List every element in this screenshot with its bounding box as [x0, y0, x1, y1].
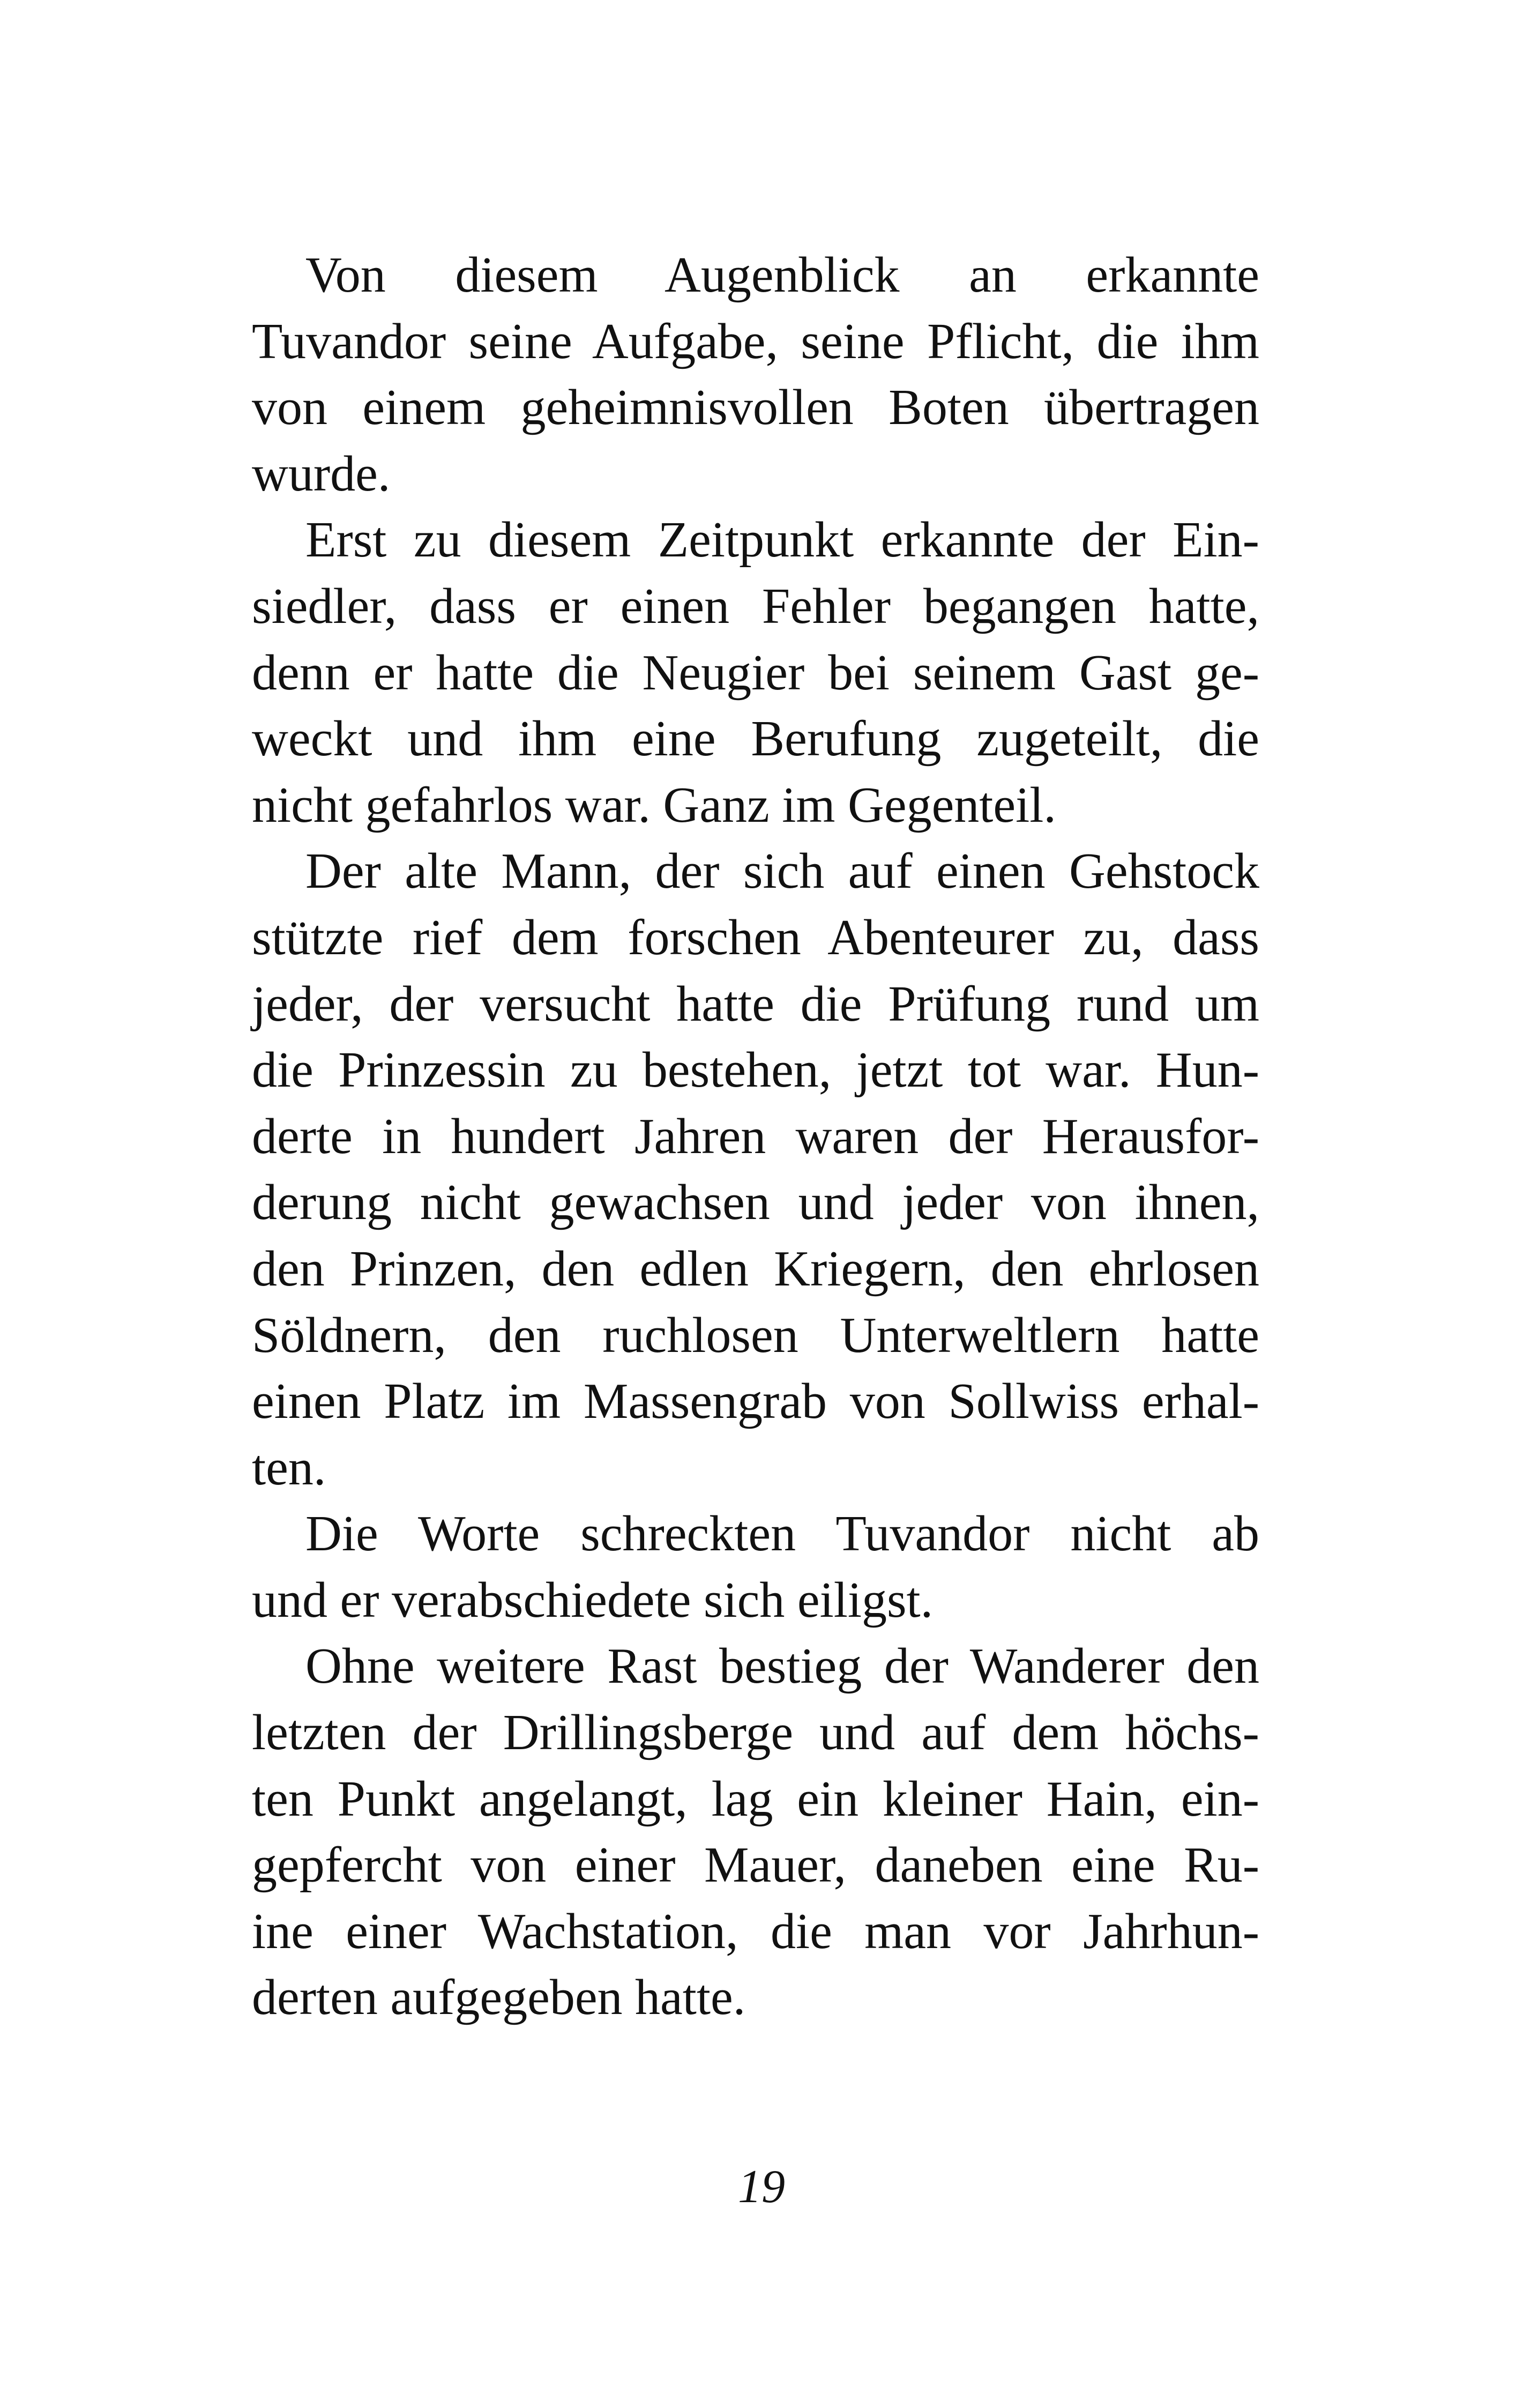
- text-line: denn er hatte die Neugier bei seinem Gast ge-: [252, 644, 1259, 701]
- text-line: derten aufgegeben hatte.: [252, 1969, 746, 2026]
- text-line: gepfercht von einer Mauer, daneben eine Ru-: [252, 1837, 1259, 1893]
- paragraph: [252, 507, 1259, 838]
- text-line: siedler, dass er einen Fehler begangen hatte,: [252, 578, 1259, 634]
- text-line: ine einer Wachstation, die man vor Jahrhun-: [252, 1903, 1259, 1959]
- text-line: von einem geheimnisvollen Boten übertragen: [252, 380, 1259, 436]
- paragraph: [252, 1633, 1259, 2031]
- text-line: Söldnern, den ruchlosen Unterweltlern hatte: [252, 1307, 1259, 1363]
- text-line: ten.: [252, 1439, 326, 1496]
- text-line: Erst zu diesem Zeitpunkt erkannte der Ein-: [305, 512, 1259, 568]
- text-line: letzten der Drillingsberge und auf dem höchs-: [252, 1705, 1259, 1761]
- text-line: Die Worte schreckten Tuvandor nicht ab: [305, 1506, 1259, 1562]
- page-number: 19: [738, 2161, 785, 2213]
- text-line: derung nicht gewachsen und jeder von ihnen,: [252, 1175, 1259, 1231]
- text-line: die Prinzessin zu bestehen, jetzt tot war. Hun-: [252, 1042, 1259, 1098]
- text-line: stützte rief dem forschen Abenteurer zu, dass: [252, 909, 1259, 965]
- paragraph: [252, 242, 1259, 507]
- text-line: nicht gefahrlos war. Ganz im Gegenteil.: [252, 777, 1056, 833]
- text-line: ten Punkt angelangt, lag ein kleiner Hain, ein-: [252, 1771, 1259, 1827]
- text-line: derte in hundert Jahren waren der Herausfor-: [252, 1108, 1259, 1164]
- paragraph: [252, 1501, 1259, 1633]
- text-line: den Prinzen, den edlen Kriegern, den ehrlosen: [252, 1240, 1259, 1297]
- text-line: weckt und ihm eine Berufung zugeteilt, die: [252, 711, 1259, 767]
- text-line: einen Platz im Massengrab von Sollwiss erhal-: [252, 1373, 1259, 1430]
- text-line: Tuvandor seine Aufgabe, seine Pflicht, die ihm: [252, 313, 1259, 369]
- text-line: Von diesem Augenblick an erkannte: [305, 247, 1259, 303]
- text-line: wurde.: [252, 445, 391, 502]
- text-line: Ohne weitere Rast bestieg der Wanderer den: [305, 1638, 1259, 1694]
- paragraph: [252, 838, 1259, 1501]
- body-text: [252, 242, 1259, 2031]
- text-line: jeder, der versucht hatte die Prüfung rund um: [252, 976, 1259, 1032]
- text-line: und er verabschiedete sich eiligst.: [252, 1572, 934, 1628]
- text-line: Der alte Mann, der sich auf einen Gehstock: [305, 843, 1259, 900]
